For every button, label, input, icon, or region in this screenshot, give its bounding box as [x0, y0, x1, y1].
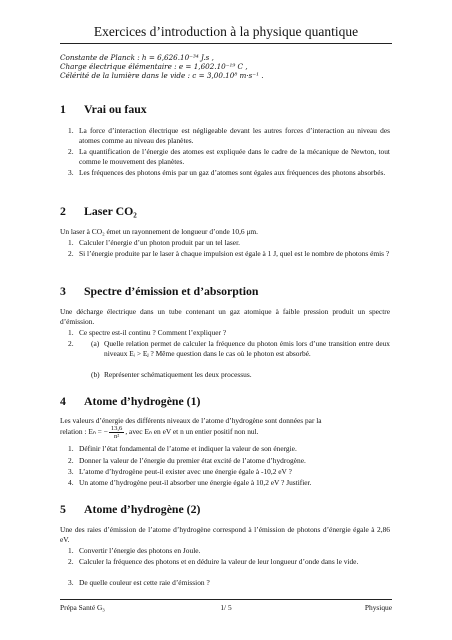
- list-item-text: Calculer l’énergie d’un photon produit par un tel laser.: [79, 238, 240, 247]
- list-item: 2. Si l’énergie produite par le laser à chaque impulsion est égale à 1 J, quel est le nombre de photons émis ?: [68, 249, 390, 258]
- list-item: 2. Donner la valeur de l’énergie du premier état excité de l’atome d’hydrogène.: [68, 456, 390, 466]
- list-item-text: Donner la valeur de l’énergie du premier état excité de l’atome d’hydrogène.: [79, 456, 306, 465]
- constant-light-speed: Célérité de la lumière dans le vide : c = 3,00.10⁸ m·s⁻¹ .: [60, 71, 264, 80]
- sub-item: (a) Quelle relation permet de calculer la fréquence du photon émis lors d’une transition entre deux niveaux Eᵢ > Eⱼ ? Même question dans le cas où le photon est absorbé.: [91, 339, 390, 358]
- list-item-text: Les fréquences des photons émis par un gaz d’atomes sont égales aux fréquences des photons absorbés.: [79, 168, 386, 177]
- list-item: 1. Calculer l’énergie d’un photon produit par un tel laser.: [68, 238, 390, 248]
- section-number: 5: [60, 502, 66, 516]
- section-4-heading: [60, 394, 200, 409]
- footer-rule: [60, 599, 392, 600]
- list-item-text: De quelle couleur est cette raie d’émission ?: [79, 578, 210, 587]
- list-item: 1. Définir l’état fondamental de l’atome et indiquer la valeur de son énergie.: [68, 444, 390, 454]
- equation-line: [60, 425, 390, 440]
- document-title: Exercices d’introduction à la physique quantique: [93, 24, 359, 39]
- section-2-heading: [60, 204, 137, 219]
- document-page: Exercices d’introduction à la physique quantique Constante de Planck : h = 6,626.10⁻³⁴ J.s , Charge électrique élémentaire : e = 1,602.10⁻¹⁹ C , Célérité de la lumière dans le vide : c = 3,00.10⁸ m·s⁻¹ . 1 Vrai ou faux 1. La force d’interaction électrique est négligeable devant les autres forces d’interaction au niveau des atomes comme au niveau des planètes. 2. La quantification de l’énergie des atomes est expliquée dans le cadre de la mécanique de Newton, tout comme le mouvement des planètes. 3. Les fréquences des photons émis par un gaz d’atomes sont égales aux fréquences des photons absorbés. 2 Laser CO₂ Un laser à CO₂ émet un rayonnement de longueur d’onde 10,6 μm. 1. Calculer l’énergie d’un photon produit par un tel laser. 2. Si l’énergie produite par le laser à chaque impulsion est égale à 1 J, quel est le nombre de photons émis ? 3 Spectre d’émission et d’absorption Une décharge électrique dans un tube contenant un gaz atomique à faible pression produit un spectre d’émission. 1. Ce spectre est-il continu ? Comment l’expliquer ? 2. (a) Quelle relation permet de calculer la fréquence du photon émis lors d’une transition entre deux niveaux Eᵢ > Eⱼ ? Même question dans le cas où le photon est absorbé. (b) Représenter schématiquement les deux processus. 4 Atome d’hydrogène (1) Les valeurs d’énergie des différents niveaux de l’atome d’hydrogène sont données par la relation : Eₙ = − $\frac{13,6}{\text{n²}}$ , avec Eₙ en eV et n un entier positif non nul. 1. Définir l’état fondamental de l’atome et indiquer la valeur de son énergie. 2. Donner la valeur de l’énergie du premier état excité de l’atome d’hydrogène. 3. L’atome d’hydrogène peut-il exister avec une énergie égale à -10,2 eV ? 4. Un atome d’hydrogène peut-il absorber une énergie égale à 10,2 eV ? Justifier. 5 Atome d’hydrogène (2) Une des raies d’émission de l’atome d’hydrogène correspond à l’émission de photons d’énergie égale à 2,86 eV. 1. Convertir l’énergie des photons en Joule. 2. Calculer la fréquence des photons et en déduire la valeur de leur longueur d’onde dans le vide. 3. De quelle couleur est cette raie d’émission ? Prépa Santé G₃ 1/ 5 Physique: [0, 0, 452, 640]
- section-number: 3: [60, 284, 66, 298]
- sub-item-text: Représenter schématiquement les deux processus.: [104, 370, 252, 379]
- section-number: 1: [60, 102, 66, 116]
- list-item: 2. Calculer la fréquence des photons et en déduire la valeur de leur longueur d’onde dans le vide.: [68, 557, 390, 567]
- section-title: Laser CO₂: [84, 204, 137, 218]
- page-number: 1/ 5: [220, 603, 232, 612]
- section-number: 4: [60, 394, 66, 408]
- list-item-text: Un atome d’hydrogène peut-il absorber une énergie égale à 10,2 eV ? Justifier.: [79, 478, 312, 487]
- sub-item-text: Quelle relation permet de calculer la fréquence du photon émis lors d’une transition entre deux niveaux Eᵢ > Eⱼ ? Même question dans le cas où le photon est absorbé.: [104, 339, 390, 358]
- constant-planck: Constante de Planck : h = 6,626.10⁻³⁴ J.s ,: [60, 53, 214, 62]
- paragraph: Un laser à CO₂ émet un rayonnement de longueur d’onde 10,6 μm.: [60, 227, 259, 236]
- list-item: 2. La quantification de l’énergie des atomes est expliquée dans le cadre de la mécanique de Newton, tout comme le mouvement des planètes.: [68, 147, 390, 166]
- paragraph: Les valeurs d’énergie des différents niveaux de l’atome d’hydrogène sont données par la: [60, 416, 322, 425]
- list-item: 3. Les fréquences des photons émis par un gaz d’atomes sont égales aux fréquences des photons absorbés.: [68, 168, 390, 178]
- section-3-heading: [60, 284, 258, 299]
- list-item: 1. Convertir l’énergie des photons en Joule.: [68, 546, 390, 556]
- list-item: 1. Ce spectre est-il continu ? Comment l’expliquer ?: [68, 328, 390, 338]
- paragraph: Une des raies d’émission de l’atome d’hydrogène correspond à l’émission de photons d’énergie égale à 2,86 eV.: [60, 525, 390, 544]
- footer-right: Physique: [364, 603, 392, 612]
- section-title: Atome d’hydrogène (2): [84, 502, 201, 516]
- sub-item: (b) Représenter schématiquement les deux processus.: [91, 370, 390, 380]
- section-1-heading: [60, 102, 147, 117]
- list-item-text: L’atome d’hydrogène peut-il exister avec une énergie égale à -10,2 eV ?: [79, 467, 292, 476]
- fraction: [109, 425, 125, 440]
- equation-lead: relation : Eₙ = −: [60, 427, 108, 437]
- paragraph: Une décharge électrique dans un tube contenant un gaz atomique à faible pression produit un spectre d’émission.: [60, 307, 390, 326]
- footer-left: Prépa Santé G₃: [60, 603, 105, 612]
- equation-tail: , avec Eₙ en eV et n un entier positif non nul.: [125, 427, 259, 437]
- list-item-text: La force d’interaction électrique est négligeable devant les autres forces d’interaction au niveau des atomes comme au niveau des planètes.: [79, 126, 390, 145]
- list-item-text: Ce spectre est-il continu ? Comment l’expliquer ?: [79, 328, 227, 337]
- list-item-text: Si l’énergie produite par le laser à chaque impulsion est égale à 1 J, quel est le nombre de photons émis ?: [79, 249, 390, 258]
- list-item-text: Définir l’état fondamental de l’atome et indiquer la valeur de son énergie.: [79, 444, 297, 453]
- section-5-heading: [60, 502, 200, 517]
- list-item: 4. Un atome d’hydrogène peut-il absorber une énergie égale à 10,2 eV ? Justifier.: [68, 478, 390, 488]
- list-item-text: La quantification de l’énergie des atomes est expliquée dans le cadre de la mécanique de Newton, tout comme le mouvement des planètes.: [79, 147, 390, 166]
- list-item-text: Calculer la fréquence des photons et en déduire la valeur de leur longueur d’onde dans le vide.: [79, 557, 359, 566]
- section-number: 2: [60, 204, 66, 218]
- title-rule: [60, 43, 392, 44]
- list-item: 1. La force d’interaction électrique est négligeable devant les autres forces d’interaction au niveau des atomes comme au niveau des planètes.: [68, 126, 390, 145]
- constant-charge: Charge électrique élémentaire : e = 1,602.10⁻¹⁹ C ,: [60, 62, 248, 71]
- section-title: Vrai ou faux: [84, 102, 147, 116]
- fraction-denominator: n²: [113, 433, 120, 440]
- fraction-numerator: 13,6: [110, 425, 123, 432]
- list-item: 3. De quelle couleur est cette raie d’émission ?: [68, 578, 390, 588]
- list-item: 3. L’atome d’hydrogène peut-il exister avec une énergie égale à -10,2 eV ?: [68, 467, 390, 477]
- list-item-text: Convertir l’énergie des photons en Joule.: [79, 546, 201, 555]
- section-title: Spectre d’émission et d’absorption: [84, 284, 259, 298]
- section-title: Atome d’hydrogène (1): [84, 394, 201, 408]
